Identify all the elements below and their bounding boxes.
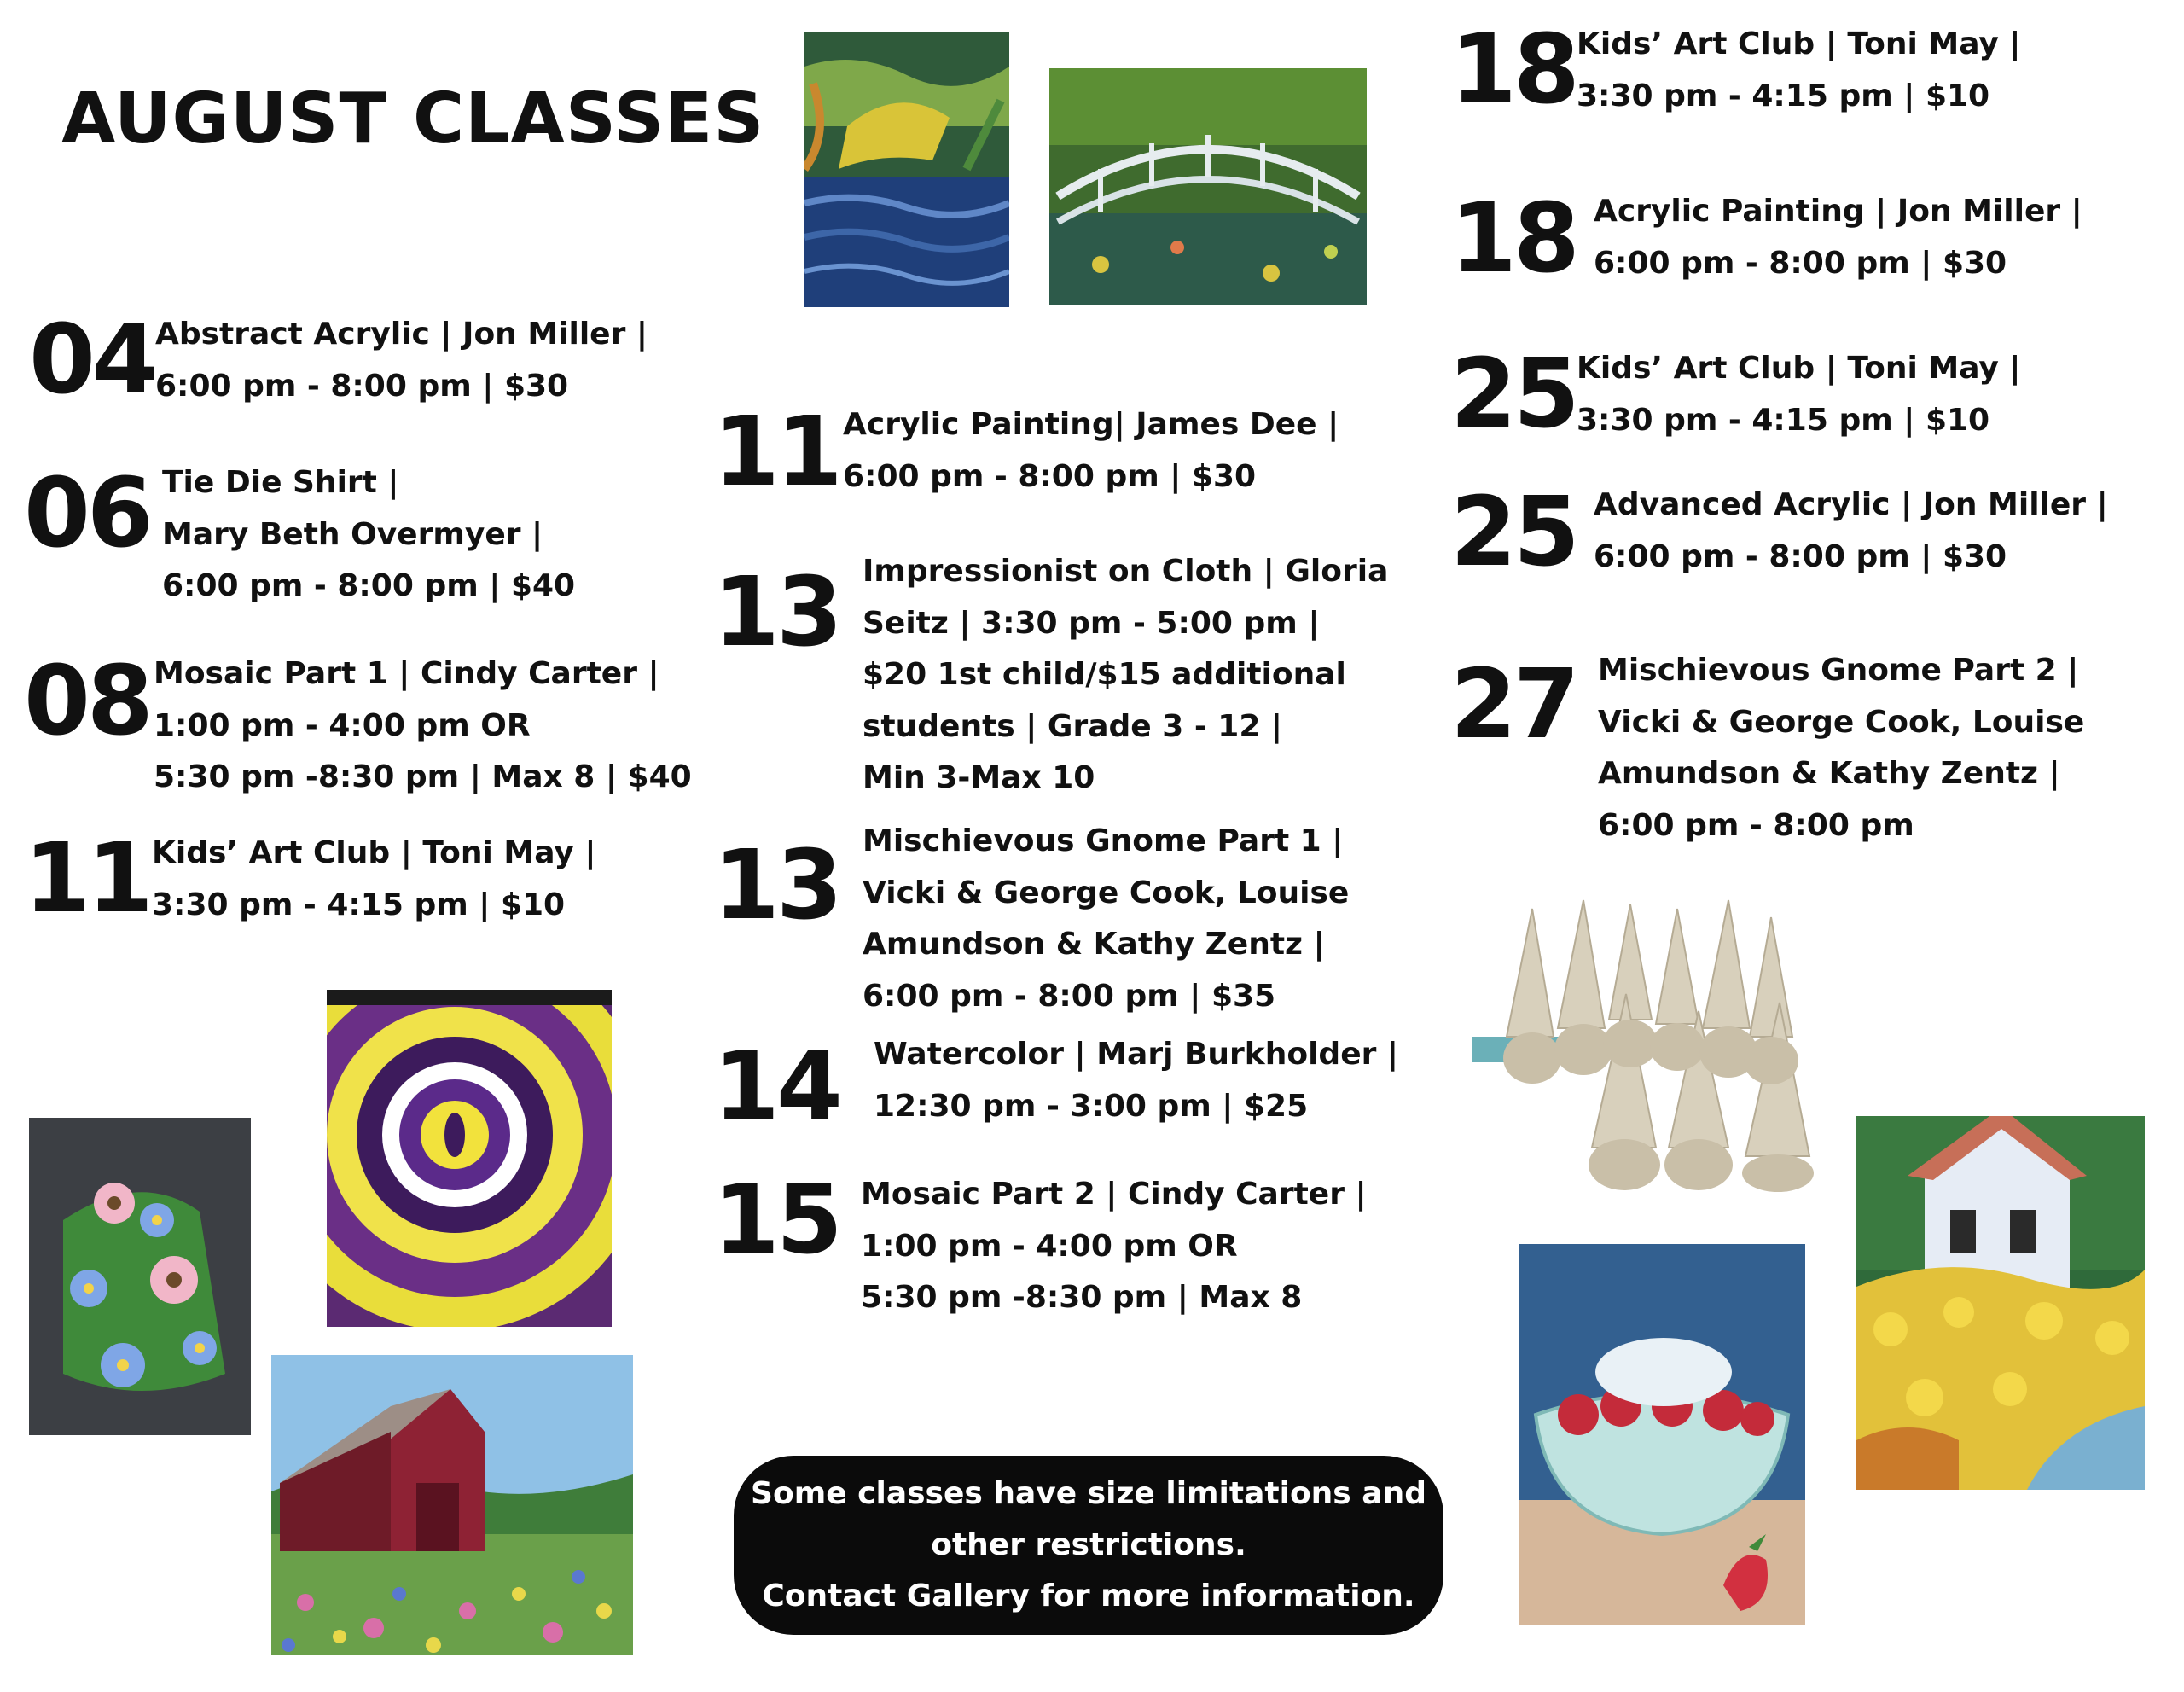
class-day: 15 bbox=[713, 1165, 839, 1276]
notice-line: Some classes have size limitations and bbox=[751, 1476, 1426, 1511]
class-line: 6:00 pm - 8:00 pm | $30 bbox=[1594, 245, 2007, 281]
class-day: 11 bbox=[24, 823, 150, 934]
class-line: Kids’ Art Club | Toni May | bbox=[1577, 26, 2021, 61]
mosaic-flowers-image bbox=[29, 1118, 251, 1435]
class-line: 3:30 pm - 4:15 pm | $10 bbox=[1577, 402, 1990, 438]
class-line: Watercolor | Marj Burkholder | bbox=[874, 1037, 1399, 1072]
class-line: Acrylic Painting| James Dee | bbox=[843, 407, 1339, 442]
class-line: 3:30 pm - 4:15 pm | $10 bbox=[1577, 78, 1990, 113]
info-notice bbox=[734, 1456, 1443, 1635]
class-line: 5:30 pm -8:30 pm | Max 8 bbox=[861, 1280, 1303, 1315]
class-line: 6:00 pm - 8:00 pm | $30 bbox=[1594, 538, 2007, 574]
class-line: Kids’ Art Club | Toni May | bbox=[1577, 351, 2021, 386]
class-line: Min 3-Max 10 bbox=[863, 760, 1095, 795]
page-title: AUGUST CLASSES bbox=[61, 78, 765, 160]
bridge-painting-image bbox=[1049, 68, 1367, 305]
class-line: Mischievous Gnome Part 2 | bbox=[1598, 653, 2079, 688]
class-line: 1:00 pm - 4:00 pm OR bbox=[154, 707, 531, 743]
class-day: 04 bbox=[29, 305, 155, 416]
class-line: 6:00 pm - 8:00 pm bbox=[1598, 807, 1914, 843]
tie-dye-shirt-image bbox=[327, 990, 612, 1327]
notice-line: other restrictions. bbox=[931, 1527, 1246, 1562]
class-day: 14 bbox=[713, 1032, 839, 1143]
pond-painting-image bbox=[804, 32, 1009, 307]
class-day: 08 bbox=[24, 646, 150, 757]
class-line: Mary Beth Overmyer | bbox=[162, 516, 543, 552]
class-line: Seitz | 3:30 pm - 5:00 pm | bbox=[863, 605, 1320, 641]
class-line: 1:00 pm - 4:00 pm OR bbox=[861, 1228, 1238, 1264]
class-line: 6:00 pm - 8:00 pm | $30 bbox=[155, 368, 569, 404]
clay-gnomes-image bbox=[1472, 892, 1860, 1192]
class-line: 6:00 pm - 8:00 pm | $30 bbox=[843, 458, 1257, 494]
class-line: Abstract Acrylic | Jon Miller | bbox=[155, 317, 648, 352]
class-line: Mischievous Gnome Part 1 | bbox=[863, 823, 1344, 858]
strawberry-bowl-painting-image bbox=[1519, 1244, 1805, 1625]
class-day: 18 bbox=[1450, 15, 1577, 125]
class-line: 6:00 pm - 8:00 pm | $35 bbox=[863, 978, 1276, 1014]
cottage-garden-painting-image bbox=[1856, 1116, 2145, 1490]
class-day: 25 bbox=[1450, 477, 1577, 588]
class-line: Amundson & Kathy Zentz | bbox=[863, 927, 1325, 962]
class-line: 6:00 pm - 8:00 pm | $40 bbox=[162, 568, 576, 603]
class-line: 5:30 pm -8:30 pm | Max 8 | $40 bbox=[154, 759, 692, 794]
red-barn-painting-image bbox=[271, 1355, 633, 1655]
class-line: $20 1st child/$15 additional bbox=[863, 657, 1346, 692]
class-line: Mosaic Part 1 | Cindy Carter | bbox=[154, 656, 659, 691]
class-day: 06 bbox=[24, 458, 150, 569]
class-day: 25 bbox=[1450, 339, 1577, 450]
class-day: 13 bbox=[713, 557, 839, 668]
class-line: Tie Die Shirt | bbox=[162, 465, 399, 500]
class-line: Mosaic Part 2 | Cindy Carter | bbox=[861, 1177, 1367, 1212]
class-line: 12:30 pm - 3:00 pm | $25 bbox=[874, 1088, 1309, 1124]
class-line: Kids’ Art Club | Toni May | bbox=[152, 835, 596, 870]
class-day: 13 bbox=[713, 830, 839, 941]
class-line: Advanced Acrylic | Jon Miller | bbox=[1594, 487, 2108, 522]
class-line: Acrylic Painting | Jon Miller | bbox=[1594, 194, 2082, 229]
class-line: Amundson & Kathy Zentz | bbox=[1598, 756, 2060, 791]
class-day: 11 bbox=[713, 397, 839, 508]
class-line: Vicki & George Cook, Louise bbox=[863, 875, 1350, 910]
class-day: 27 bbox=[1450, 649, 1577, 760]
class-line: students | Grade 3 - 12 | bbox=[863, 708, 1283, 744]
class-line: 3:30 pm - 4:15 pm | $10 bbox=[152, 887, 566, 922]
class-line: Vicki & George Cook, Louise bbox=[1598, 704, 2085, 740]
class-day: 18 bbox=[1450, 183, 1577, 294]
class-line: Impressionist on Cloth | Gloria bbox=[863, 554, 1389, 589]
notice-line: Contact Gallery for more information. bbox=[762, 1579, 1415, 1614]
